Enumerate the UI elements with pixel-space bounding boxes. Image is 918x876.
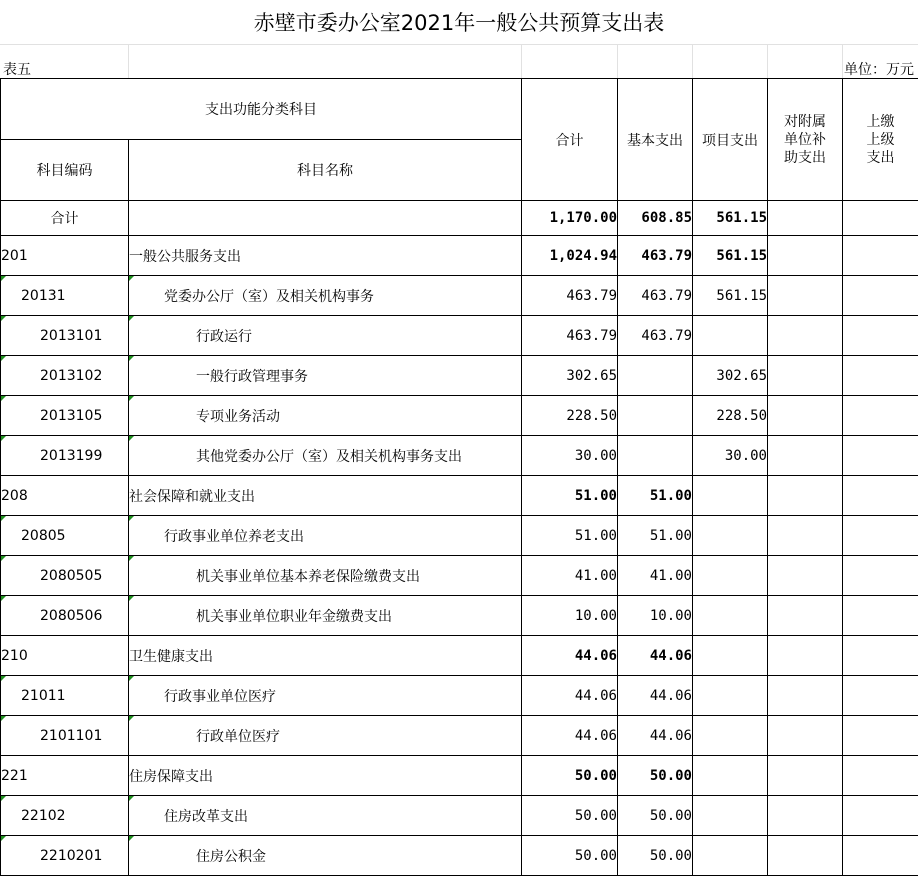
text-format-marker bbox=[1, 516, 6, 521]
cell-subsidy bbox=[768, 556, 843, 596]
text-format-marker bbox=[129, 356, 134, 361]
cell-basic: 50.00 bbox=[618, 756, 693, 796]
cell-project bbox=[693, 516, 768, 556]
cell-project bbox=[693, 796, 768, 836]
table-row bbox=[1, 356, 918, 396]
cell-project: 30.00 bbox=[693, 436, 768, 476]
cell-superior bbox=[843, 316, 918, 356]
cell-superior bbox=[843, 636, 918, 676]
sheet-gridline bbox=[128, 44, 129, 78]
table-row bbox=[1, 716, 918, 756]
table-row bbox=[1, 476, 918, 516]
sheet-gridline bbox=[0, 44, 918, 45]
cell-subsidy bbox=[768, 396, 843, 436]
text-format-marker bbox=[1, 676, 6, 681]
table-row bbox=[1, 676, 918, 716]
cell-subsidy bbox=[768, 716, 843, 756]
text-format-marker bbox=[129, 796, 134, 801]
cell-name: 住房保障支出 bbox=[129, 756, 522, 796]
text-format-marker bbox=[1, 436, 6, 441]
cell-project bbox=[693, 676, 768, 716]
cell-name bbox=[129, 201, 522, 236]
table-total-row bbox=[1, 201, 918, 236]
cell-total: 50.00 bbox=[522, 836, 618, 876]
cell-subsidy bbox=[768, 436, 843, 476]
cell-superior bbox=[843, 236, 918, 276]
cell-project: 561.15 bbox=[693, 201, 768, 236]
header-basic: 基本支出 bbox=[618, 79, 693, 201]
cell-superior bbox=[843, 596, 918, 636]
text-format-marker bbox=[129, 556, 134, 561]
cell-superior bbox=[843, 756, 918, 796]
cell-name: 机关事业单位职业年金缴费支出 bbox=[129, 596, 522, 636]
cell-basic bbox=[618, 356, 693, 396]
header-superior: 上缴上级支出 bbox=[843, 79, 918, 201]
cell-subsidy bbox=[768, 836, 843, 876]
header-subsidy: 对附属单位补助支出 bbox=[768, 79, 843, 201]
cell-code: 221 bbox=[1, 756, 129, 796]
cell-superior bbox=[843, 796, 918, 836]
cell-project: 561.15 bbox=[693, 276, 768, 316]
header-total: 合计 bbox=[522, 79, 618, 201]
table-row bbox=[1, 836, 918, 876]
header-project: 项目支出 bbox=[693, 79, 768, 201]
cell-code: 2013102 bbox=[1, 356, 129, 396]
cell-superior bbox=[843, 676, 918, 716]
text-format-marker bbox=[129, 316, 134, 321]
cell-basic: 50.00 bbox=[618, 796, 693, 836]
text-format-marker bbox=[1, 596, 6, 601]
text-format-marker bbox=[129, 836, 134, 841]
cell-code: 21011 bbox=[1, 676, 129, 716]
cell-name: 机关事业单位基本养老保险缴费支出 bbox=[129, 556, 522, 596]
text-format-marker bbox=[129, 276, 134, 281]
cell-superior bbox=[843, 556, 918, 596]
cell-name: 一般行政管理事务 bbox=[129, 356, 522, 396]
text-format-marker bbox=[1, 716, 6, 721]
cell-project: 228.50 bbox=[693, 396, 768, 436]
text-format-marker bbox=[1, 276, 6, 281]
text-format-marker bbox=[1, 796, 6, 801]
cell-total: 1,170.00 bbox=[522, 201, 618, 236]
cell-project bbox=[693, 716, 768, 756]
cell-subsidy bbox=[768, 476, 843, 516]
cell-name: 社会保障和就业支出 bbox=[129, 476, 522, 516]
cell-basic: 44.06 bbox=[618, 676, 693, 716]
cell-project: 561.15 bbox=[693, 236, 768, 276]
cell-code: 2080506 bbox=[1, 596, 129, 636]
cell-name: 卫生健康支出 bbox=[129, 636, 522, 676]
cell-basic: 608.85 bbox=[618, 201, 693, 236]
cell-superior bbox=[843, 396, 918, 436]
table-row bbox=[1, 596, 918, 636]
cell-code: 208 bbox=[1, 476, 129, 516]
sheet-gridline bbox=[617, 44, 618, 78]
cell-code: 2101101 bbox=[1, 716, 129, 756]
sheet-gridline bbox=[692, 44, 693, 78]
header-code: 科目编码 bbox=[1, 140, 129, 201]
cell-code: 210 bbox=[1, 636, 129, 676]
table-row bbox=[1, 516, 918, 556]
cell-subsidy bbox=[768, 276, 843, 316]
cell-name: 住房公积金 bbox=[129, 836, 522, 876]
cell-subsidy bbox=[768, 596, 843, 636]
cell-project bbox=[693, 316, 768, 356]
cell-name: 住房改革支出 bbox=[129, 796, 522, 836]
cell-subsidy bbox=[768, 676, 843, 716]
cell-basic: 41.00 bbox=[618, 556, 693, 596]
cell-total: 41.00 bbox=[522, 556, 618, 596]
text-format-marker bbox=[129, 516, 134, 521]
table-row bbox=[1, 436, 918, 476]
cell-superior bbox=[843, 201, 918, 236]
cell-code: 2013105 bbox=[1, 396, 129, 436]
text-format-marker bbox=[129, 676, 134, 681]
cell-total: 30.00 bbox=[522, 436, 618, 476]
cell-total: 44.06 bbox=[522, 716, 618, 756]
cell-basic: 50.00 bbox=[618, 836, 693, 876]
cell-total: 44.06 bbox=[522, 636, 618, 676]
cell-name: 一般公共服务支出 bbox=[129, 236, 522, 276]
cell-total: 44.06 bbox=[522, 676, 618, 716]
text-format-marker bbox=[1, 316, 6, 321]
cell-superior bbox=[843, 836, 918, 876]
budget-table bbox=[0, 78, 918, 876]
table-row bbox=[1, 556, 918, 596]
cell-project bbox=[693, 556, 768, 596]
cell-subsidy bbox=[768, 516, 843, 556]
cell-basic: 44.06 bbox=[618, 716, 693, 756]
cell-total: 463.79 bbox=[522, 316, 618, 356]
cell-code: 2080505 bbox=[1, 556, 129, 596]
table-row bbox=[1, 756, 918, 796]
table-row bbox=[1, 796, 918, 836]
cell-code: 20805 bbox=[1, 516, 129, 556]
header-name: 科目名称 bbox=[129, 140, 522, 201]
text-format-marker bbox=[1, 396, 6, 401]
cell-name: 行政事业单位养老支出 bbox=[129, 516, 522, 556]
text-format-marker bbox=[1, 356, 6, 361]
cell-subsidy bbox=[768, 201, 843, 236]
text-format-marker bbox=[129, 596, 134, 601]
cell-superior bbox=[843, 436, 918, 476]
cell-total: 51.00 bbox=[522, 516, 618, 556]
cell-code: 201 bbox=[1, 236, 129, 276]
cell-subsidy bbox=[768, 796, 843, 836]
cell-total: 302.65 bbox=[522, 356, 618, 396]
cell-code: 2013101 bbox=[1, 316, 129, 356]
cell-superior bbox=[843, 276, 918, 316]
cell-project: 302.65 bbox=[693, 356, 768, 396]
cell-superior bbox=[843, 356, 918, 396]
cell-basic: 44.06 bbox=[618, 636, 693, 676]
cell-subsidy bbox=[768, 356, 843, 396]
cell-total: 1,024.94 bbox=[522, 236, 618, 276]
cell-basic: 51.00 bbox=[618, 516, 693, 556]
cell-basic: 51.00 bbox=[618, 476, 693, 516]
cell-basic bbox=[618, 436, 693, 476]
cell-basic: 463.79 bbox=[618, 316, 693, 356]
table-row bbox=[1, 636, 918, 676]
cell-code: 2013199 bbox=[1, 436, 129, 476]
cell-name: 专项业务活动 bbox=[129, 396, 522, 436]
cell-superior bbox=[843, 516, 918, 556]
table-row bbox=[1, 316, 918, 356]
cell-code: 2210201 bbox=[1, 836, 129, 876]
cell-total: 50.00 bbox=[522, 756, 618, 796]
cell-name: 党委办公厅（室）及相关机构事务 bbox=[129, 276, 522, 316]
cell-total: 463.79 bbox=[522, 276, 618, 316]
cell-project bbox=[693, 476, 768, 516]
cell-total: 50.00 bbox=[522, 796, 618, 836]
cell-subsidy bbox=[768, 316, 843, 356]
sheet-gridline bbox=[767, 44, 768, 78]
cell-total: 10.00 bbox=[522, 596, 618, 636]
cell-name: 其他党委办公厅（室）及相关机构事务支出 bbox=[129, 436, 522, 476]
cell-project bbox=[693, 836, 768, 876]
cell-code: 20131 bbox=[1, 276, 129, 316]
cell-basic: 463.79 bbox=[618, 236, 693, 276]
cell-subsidy bbox=[768, 756, 843, 796]
cell-basic bbox=[618, 396, 693, 436]
text-format-marker bbox=[1, 836, 6, 841]
text-format-marker bbox=[129, 396, 134, 401]
cell-project bbox=[693, 756, 768, 796]
cell-basic: 463.79 bbox=[618, 276, 693, 316]
page-title: 赤壁市委办公室2021年一般公共预算支出表 bbox=[253, 11, 665, 35]
table-row bbox=[1, 236, 918, 276]
table-row bbox=[1, 276, 918, 316]
cell-name: 行政运行 bbox=[129, 316, 522, 356]
text-format-marker bbox=[129, 436, 134, 441]
cell-subsidy bbox=[768, 636, 843, 676]
cell-code: 22102 bbox=[1, 796, 129, 836]
cell-project bbox=[693, 636, 768, 676]
cell-superior bbox=[843, 476, 918, 516]
text-format-marker bbox=[1, 556, 6, 561]
sheet-gridline bbox=[521, 44, 522, 78]
cell-total: 51.00 bbox=[522, 476, 618, 516]
cell-project bbox=[693, 596, 768, 636]
cell-total: 228.50 bbox=[522, 396, 618, 436]
sheet-gridline bbox=[842, 44, 843, 78]
cell-name: 行政事业单位医疗 bbox=[129, 676, 522, 716]
text-format-marker bbox=[129, 716, 134, 721]
cell-name: 行政单位医疗 bbox=[129, 716, 522, 756]
cell-basic: 10.00 bbox=[618, 596, 693, 636]
cell-subsidy bbox=[768, 236, 843, 276]
cell-superior bbox=[843, 716, 918, 756]
cell-code: 合计 bbox=[1, 201, 129, 236]
header-func-class: 支出功能分类科目 bbox=[1, 79, 522, 140]
table-row bbox=[1, 396, 918, 436]
